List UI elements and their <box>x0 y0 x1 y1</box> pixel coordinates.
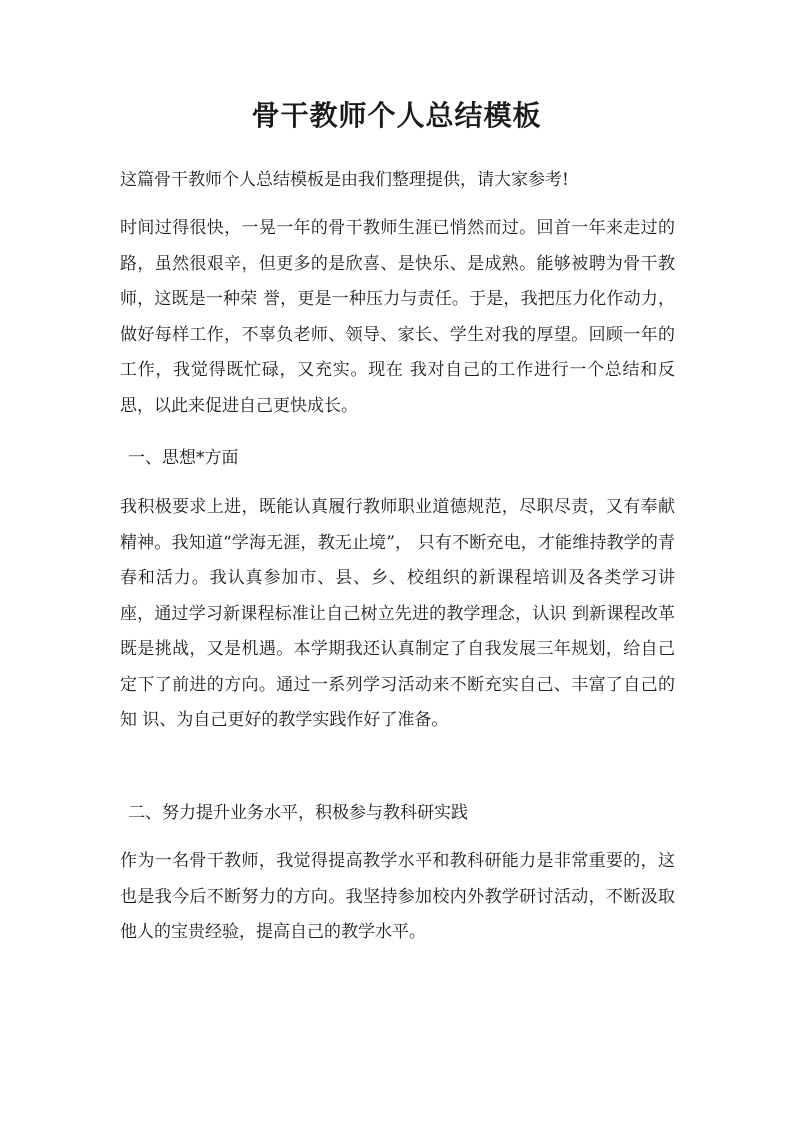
paragraph-professional: 作为一名骨干教师，我觉得提高教学水平和教科研能力是非常重要的，这也是我今后不断努力的方向。我坚持参加校内外教学研讨活动，不断汲取他人的宝贵经验，提高自己的教学水平。 <box>120 851 675 942</box>
intro-paragraph: 这篇骨干教师个人总结模板是由我们整理提供，请大家参考! <box>120 170 569 190</box>
section-heading-professional: 二、努力提升业务水平，积极参与教科研实践 <box>128 803 468 823</box>
paragraph-thought: 我积极要求上进，既能认真履行教师职业道德规范，尽职尽责，又有奉献精神。我知道“学海无涯，教无止境”， 只有不断充电，才能维持教学的青春和活力。我认真参加市、县、乡、校组织的新课程培训及各类学习讲座，通过学习新课程标准让自己树立先进的教学理念，认识 到新课程改革既是挑战，又是机遇。本学期我还认真制定了自我发展三年规划，给自己定下了前进的方向。通过一系列学习活动来不断充实自己、丰富了自己的知 识、为自己更好的教学实践作好了准备。 <box>120 497 675 730</box>
document-title: 骨干教师个人总结模板 <box>251 99 542 132</box>
section-heading-thought: 一、思想*方面 <box>128 448 239 468</box>
paragraph-opening: 时间过得很快，一晃一年的骨干教师生涯已悄然而过。回首一年来走过的路，虽然很艰辛，但更多的是欣喜、是快乐、是成熟。能够被聘为骨干教师，这既是一种荣 誉，更是一种压力与责任。于是，我把压力化作动力，做好每样工作，不辜负老师、领导、家长、学生对我的厚望。回顾一年的工作，我觉得既忙碌，又充实。现在 我对自己的工作进行一个总结和反思，以此来促进自己更快成长。 <box>120 218 675 416</box>
